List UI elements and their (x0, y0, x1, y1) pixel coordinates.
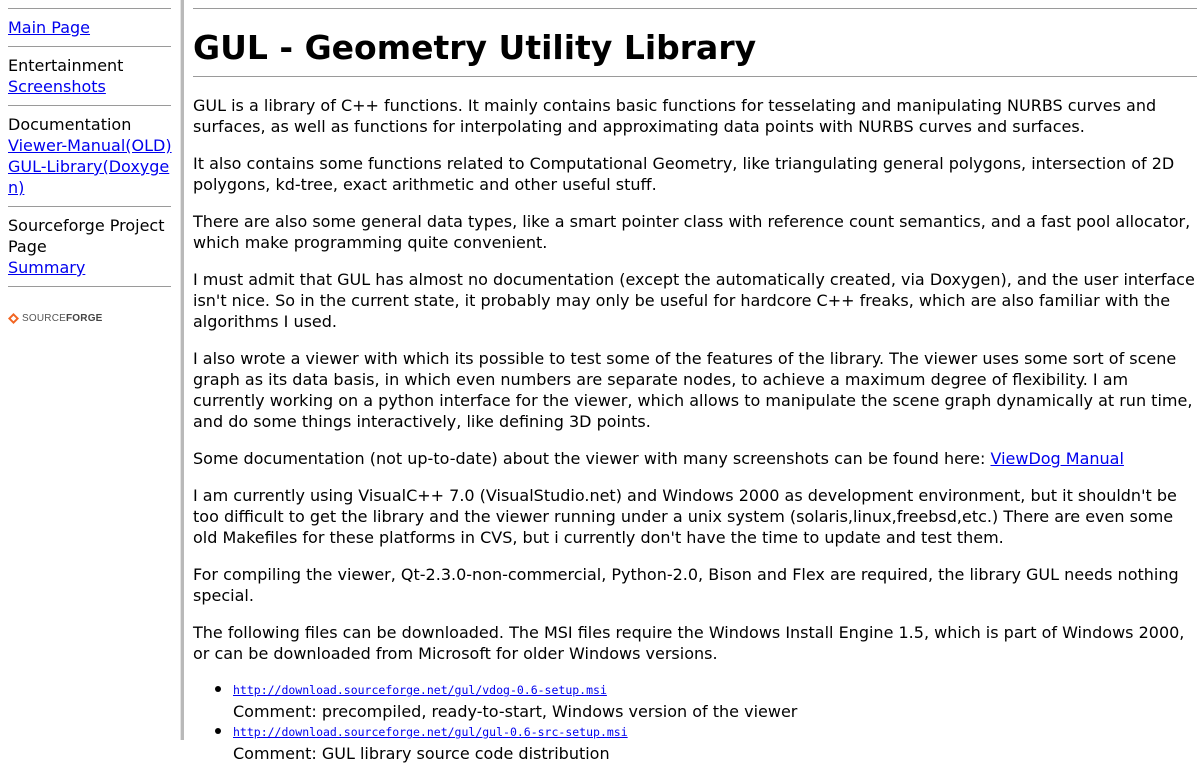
main-content (193, 0, 1197, 764)
download-comment: Comment: precompiled, ready-to-start, Windows version of the viewer (233, 702, 798, 721)
summary-link[interactable]: Summary (8, 258, 86, 277)
content-top-divider (193, 8, 1197, 9)
viewer-manual-link[interactable]: Viewer-Manual(OLD) (8, 136, 172, 155)
bullet-icon (215, 728, 221, 734)
sidebar-divider (8, 286, 171, 287)
requirements-paragraph: For compiling the viewer, Qt-2.3.0-non-commercial, Python-2.0, Bison and Flex are required, the library GUL needs nothing special. (193, 565, 1179, 605)
datatypes-paragraph: There are also some general data types, like a smart pointer class with reference count semantics, and a fast pool allocator, which make programming quite convenient. (193, 212, 1191, 252)
download-link-vdog[interactable]: http://download.sourceforge.net/gul/vdog-0.6-setup.msi (233, 683, 607, 697)
documentation-paragraph: I must admit that GUL has almost no documentation (except the automatically created, via Doxygen), and the user interface isn't nice. So in the current state, it probably may only be useful for hardcore C++ freaks, which are also familiar with the algorithms I used. (193, 270, 1195, 331)
sidebar-main-block (0, 9, 172, 46)
list-item (233, 722, 1197, 764)
sidebar-heading-sourceforge: Sourceforge Project Page (8, 216, 165, 256)
screenshots-link[interactable]: Screenshots (8, 77, 106, 96)
sidebar-separator (180, 0, 184, 740)
downloads-intro-paragraph: The following files can be downloaded. The MSI files require the Windows Install Engine 1.5, which is part of Windows 2000, or can be downloaded from Microsoft for older Windows versions. (193, 623, 1185, 663)
geometry-paragraph: It also contains some functions related to Computational Geometry, like triangulating general polygons, intersection of 2D polygons, kd-tree, exact arithmetic and other useful stuff. (193, 154, 1175, 194)
sidebar-section-sourceforge (0, 207, 172, 286)
sourceforge-logo-text-source: SOURCE (22, 313, 66, 324)
sourceforge-logo[interactable] (8, 308, 172, 329)
viewdog-manual-link[interactable]: ViewDog Manual (990, 449, 1124, 468)
bullet-icon (215, 686, 221, 692)
sidebar (0, 0, 172, 740)
sidebar-section-entertainment (0, 47, 172, 105)
sourceforge-icon (8, 313, 19, 324)
download-comment: Comment: GUL library source code distribution (233, 744, 610, 763)
viewer-paragraph: I also wrote a viewer with which its possible to test some of the features of the library. The viewer uses some sort of scene graph as its data basis, in which even numbers are separate nodes, to achieve a maximum degree of flexibility. I am currently working on a python interface for the viewer, which allows to manipulate the scene graph dynamically at run time, and do some things interactively, like defining 3D points. (193, 349, 1193, 431)
main-page-link[interactable]: Main Page (8, 18, 91, 37)
title-divider (193, 76, 1197, 77)
list-item (233, 680, 1197, 722)
intro-paragraph: GUL is a library of C++ functions. It mainly contains basic functions for tesselating and manipulating NURBS curves and surfaces, as well as functions for interpolating and approximating data points with NURBS curves and surfaces. (193, 96, 1157, 136)
page-title: GUL - Geometry Utility Library (193, 28, 757, 67)
sidebar-heading-documentation: Documentation (8, 115, 132, 134)
sourceforge-logo-text-forge: FORGE (65, 313, 103, 324)
gul-library-doxygen-link[interactable]: GUL-Library(Doxygen) (8, 157, 170, 197)
sidebar-section-documentation (0, 106, 172, 206)
sidebar-heading-entertainment: Entertainment (8, 56, 124, 75)
download-link-gul-src[interactable]: http://download.sourceforge.net/gul/gul-0.6-src-setup.msi (233, 725, 628, 739)
viewdog-sentence: Some documentation (not up-to-date) about the viewer with many screenshots can be found here: (193, 449, 991, 468)
environment-paragraph: I am currently using VisualC++ 7.0 (VisualStudio.net) and Windows 2000 as development environment, but it shouldn't be too difficult to get the library and the viewer running under a unix system (solaris,linux,freebsd,etc.) There are even some old Makefiles for these platforms in CVS, but i currently don't have the time to update and test them. (193, 486, 1177, 547)
downloads-list (193, 680, 1197, 764)
viewdog-paragraph (193, 448, 1197, 469)
